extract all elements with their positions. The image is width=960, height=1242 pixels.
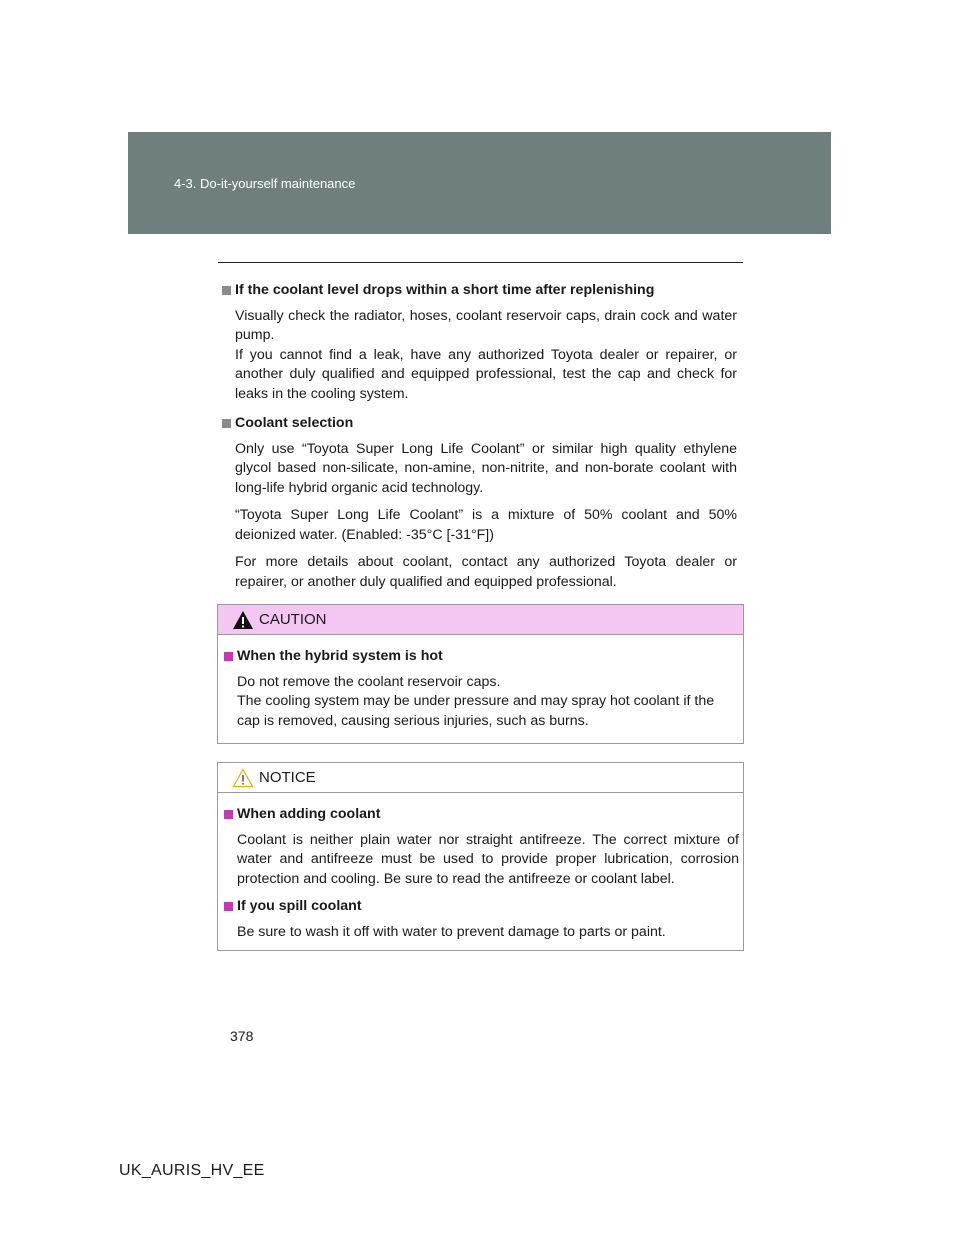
footer-code: UK_AURIS_HV_EE xyxy=(119,1162,265,1179)
paragraph: Visually check the radiator, hoses, coolant reservoir caps, drain cock and water pump. xyxy=(235,307,737,343)
caution-heading: When the hybrid system is hot xyxy=(223,647,739,667)
main-content xyxy=(221,281,737,600)
square-bullet-icon xyxy=(224,652,233,661)
square-bullet-icon xyxy=(224,902,233,911)
section-heading: Coolant selection xyxy=(221,414,737,434)
page-number: 378 xyxy=(230,1028,254,1044)
paragraph: Be sure to wash it off with water to prevent damage to parts or paint. xyxy=(237,923,666,940)
notice-title: NOTICE xyxy=(259,769,316,786)
square-bullet-icon xyxy=(222,286,231,295)
section-coolant-drop xyxy=(221,281,737,404)
notice-heading: When adding coolant xyxy=(223,805,739,825)
paragraph: If you cannot find a leak, have any authorized Toyota dealer or repairer, or another duly qualified and equipped professional, test the cap and check for leaks in the cooling system. xyxy=(235,346,737,402)
section-header-bar xyxy=(128,132,831,234)
notice-body xyxy=(218,793,743,942)
notice-title-bar xyxy=(218,763,743,793)
paragraph: “Toyota Super Long Life Coolant” is a mixture of 50% coolant and 50% deionized water. (Enabled: -35°C [-31°F]) xyxy=(235,507,737,543)
paragraph: Coolant is neither plain water nor straight antifreeze. The correct mixture of water and antifreeze must be used to provide proper lubrication, corrosion protection and cooling. Be sure to read the antifreeze or coolant label. xyxy=(237,831,739,887)
paragraph: Only use “Toyota Super Long Life Coolant” or similar high quality ethylene glycol based non-silicate, non-amine, non-nitrite, and non-borate coolant with long-life hybrid organic acid technology. xyxy=(235,440,737,496)
warning-triangle-filled-icon xyxy=(232,610,254,630)
paragraph: For more details about coolant, contact any authorized Toyota dealer or repairer, or another duly qualified and equipped professional. xyxy=(235,554,737,590)
section-coolant-selection xyxy=(221,414,737,592)
section-title: 4-3. Do-it-yourself maintenance xyxy=(174,176,356,191)
square-bullet-icon xyxy=(224,810,233,819)
caution-title: CAUTION xyxy=(259,611,327,628)
caution-box xyxy=(217,604,744,744)
caution-title-bar xyxy=(218,605,743,635)
warning-triangle-outline-icon xyxy=(232,768,254,788)
top-divider xyxy=(218,262,743,263)
section-heading: If the coolant level drops within a short time after replenishing xyxy=(221,281,737,301)
caution-body xyxy=(218,635,743,731)
paragraph: Do not remove the coolant reservoir caps. xyxy=(237,673,501,690)
square-bullet-icon xyxy=(222,419,231,428)
notice-heading: If you spill coolant xyxy=(223,897,739,917)
paragraph: The cooling system may be under pressure and may spray hot coolant if the cap is removed, causing serious injuries, such as burns. xyxy=(237,693,715,729)
notice-box xyxy=(217,762,744,951)
